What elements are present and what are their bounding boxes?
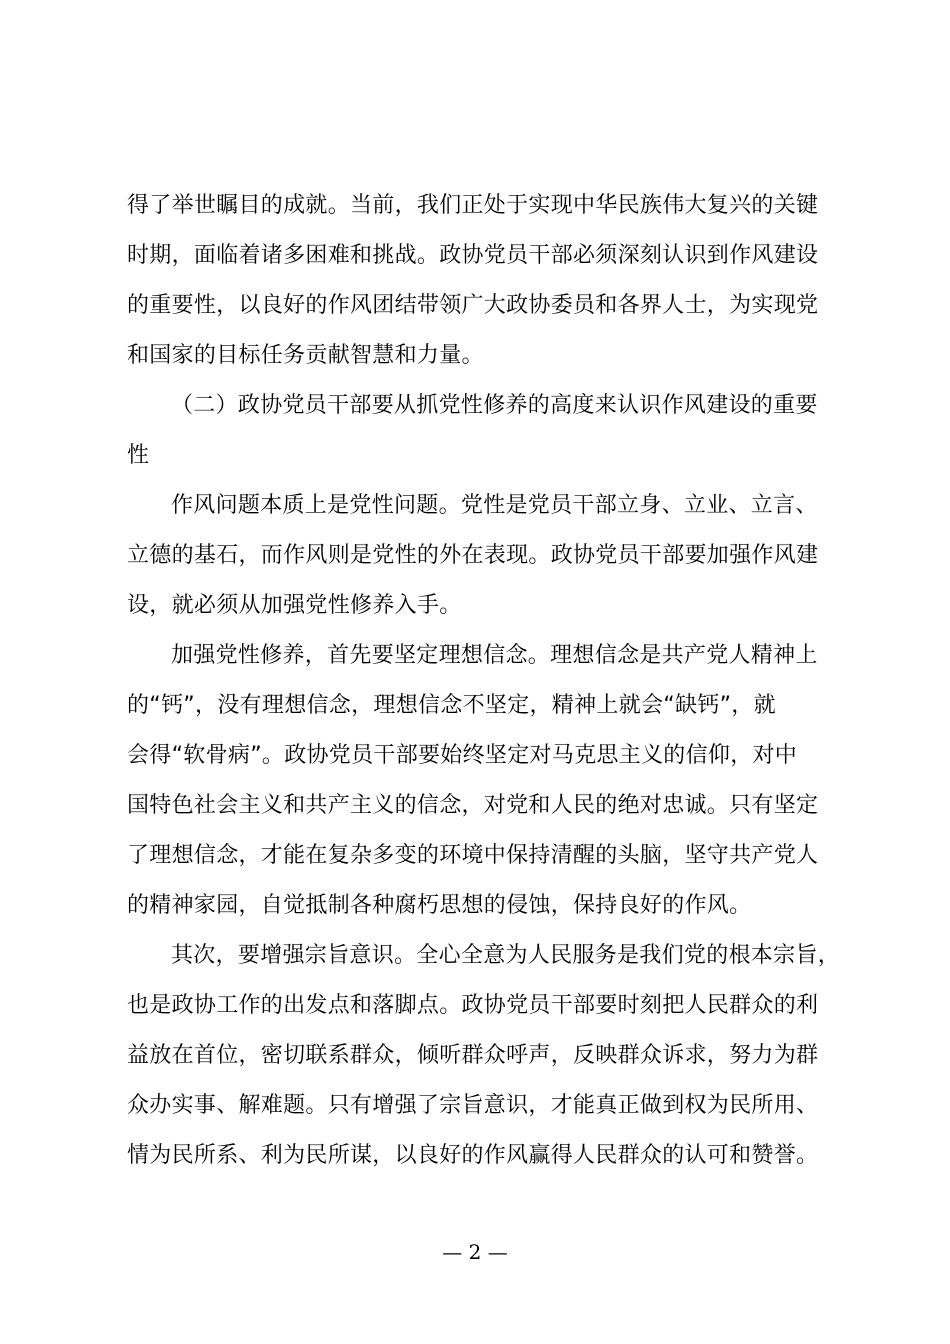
section-heading-line: （二）政协党员干部要从抓党性修养的高度来认识作风建设的重要 (171, 393, 818, 418)
text-line: 也是政协工作的出发点和落脚点。政协党员干部要时刻把人民群众的利 (127, 993, 819, 1018)
text-line: 立德的基石，而作风则是党性的外在表现。政协党员干部要加强作风建 (127, 543, 819, 568)
text-line: 益放在首位，密切联系群众，倾听群众呼声，反映群众诉求，努力为群 (127, 1043, 819, 1068)
text-line: 会得“软骨病”。政协党员干部要始终坚定对马克思主义的信仰，对中 (127, 743, 798, 768)
text-line: 了理想信念，才能在复杂多变的环境中保持清醒的头脑，坚守共产党人 (127, 843, 819, 868)
text-line: 的精神家园，自觉抵制各种腐朽思想的侵蚀，保持良好的作风。 (127, 893, 752, 918)
page-number: — 2 — (442, 1240, 508, 1264)
text-line: 情为民所系、利为民所谋，以良好的作风赢得人民群众的认可和赞誉。 (127, 1143, 819, 1168)
text-line: 和国家的目标任务贡献智慧和力量。 (127, 343, 484, 368)
text-line: 设，就必须从加强党性修养入手。 (127, 593, 462, 618)
section-heading-line: 性 (127, 443, 150, 468)
text-line: 得了举世瞩目的成就。当前，我们正处于实现中华民族伟大复兴的关键 (127, 193, 819, 218)
paragraph-start-line: 作风问题本质上是党性问题。党性是党员干部立身、立业、立言、 (171, 493, 818, 518)
text-line: 时期，面临着诸多困难和挑战。政协党员干部必须深刻认识到作风建设 (127, 243, 819, 268)
text-line: 众办实事、解难题。只有增强了宗旨意识，才能真正做到权为民所用、 (127, 1093, 819, 1118)
text-line: 国特色社会主义和共产主义的信念，对党和人民的绝对忠诚。只有坚定 (127, 793, 819, 818)
text-line: 的重要性，以良好的作风团结带领广大政协委员和各界人士，为实现党 (127, 293, 819, 318)
paragraph-start-line: 其次，要增强宗旨意识。全心全意为人民服务是我们党的根本宗旨， (171, 943, 841, 968)
document-body (127, 181, 841, 1181)
text-line: 的“钙”，没有理想信念，理想信念不坚定，精神上就会“缺钙”，就 (127, 693, 776, 718)
paragraph-start-line: 加强党性修养，首先要坚定理想信念。理想信念是共产党人精神上 (171, 643, 818, 668)
